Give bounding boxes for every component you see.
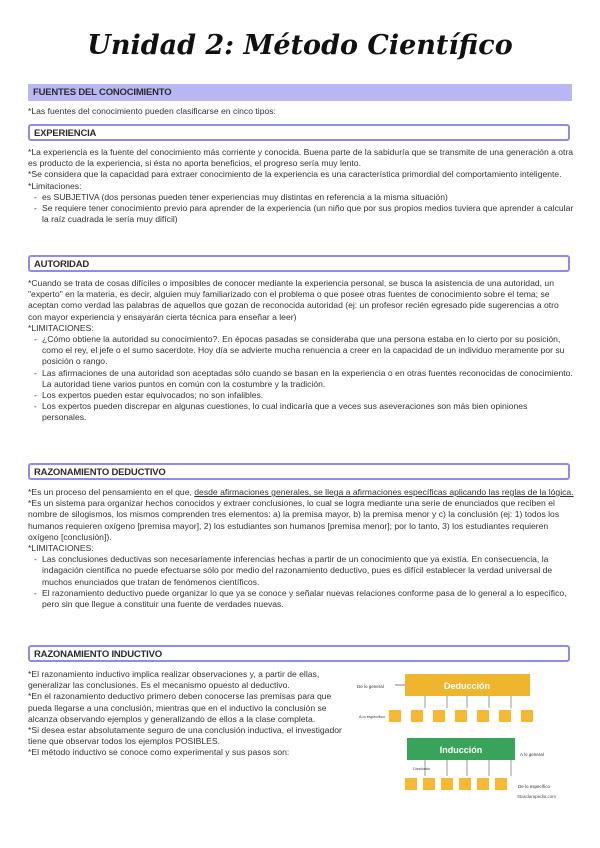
section-heading-autoridad: AUTORIDAD [28,255,570,272]
de-lo-especifico-label: De lo específico [518,784,551,789]
deductivo-p1-start: *Es un proceso del pensamiento en el que, [28,487,195,497]
experiencia-paragraph: *La experiencia es la fuente del conocimiento más corriente y conocida. Buena parte de la sabiduría que se transmite de una generación a otra es producto de la experiencia, si ésta no aporta beneficios, el progreso sería muy lento. [28,147,574,169]
deductivo-paragraph [28,487,574,498]
induccion-branches [425,760,511,776]
a-lo-especifico-label: A lo específico [359,714,385,719]
a-lo-general-label: A lo general [520,752,544,757]
induccion-label: Inducción [439,745,483,755]
deductivo-limitation-item: - El razonamiento deductivo puede organizar lo que ya se conoce y señalar nuevas relaciones conforme pasa de lo general a lo específico, pero sin que llegue a constituir una fuente de verdades nuevas. [28,588,574,610]
section-heading-inductivo: RAZONAMIENTO INDUCTIVO [28,645,570,662]
experiencia-limitation-item: - Se requiere tener conocimiento previo para aprender de la experiencia (un niño que por sus propios medios tuviera que aprender a calcular la raíz cuadrada le sería muy difícil) [28,203,574,225]
deductivo-limitations-label: *LIMITACIONES: [28,543,94,554]
deduction-induction-diagram [355,672,570,804]
experiencia-paragraph: *Se considera que la capacidad para extraer conocimiento de la experiencia es una característica primordial del comportamiento inteligente. [28,169,562,180]
diagram-source: Standarapedia.com [517,794,557,799]
autoridad-limitation-item: - Los expertos pueden estar equivocados; no son infalibles. [28,390,574,401]
inductivo-paragraph: *El razonamiento inductivo implica realizar observaciones y, a partir de ellas, generalizar las conclusiones. Es el mecanismo opuesto al deductivo. [28,669,320,691]
deductivo-limitation-item: - Las conclusiones deductivas son necesariamente inferencias hechas a partir de un conocimiento que ya existía. En consecuencia, la indagación científica no puede efectuarse sólo por medio del razonamiento deductivo, pues es difícil establecer la verdad universal de muchos enunciados que tratan de fenómenos científicos. [28,554,574,588]
experiencia-body [28,147,574,225]
autoridad-limitation-item: - Las afirmaciones de una autoridad son aceptadas sólo cuando se basan en la experiencia o en otras fuentes reconocidas de conocimiento. La autoridad tiene varios puntos en común con la costumbre y la tradición. [28,368,574,390]
inductivo-paragraph: *Si desea estar absolutamente seguro de una conclusión inductiva, el investigador tiene que observar todos los ejemplos POSIBLES. [28,725,342,747]
autoridad-limitations-label: *LIMITACIONES: [28,322,94,333]
deduccion-branches [425,696,511,708]
inductivo-body [28,669,346,759]
inductivo-paragraph: *En el razonamiento deductivo primero deben conocerse las premisas para que pueda llegarse a una conclusión, mientras que en el inductivo la conclusión se alcanza observando ejemplos y generalizando de ellos a la clase completa. [28,691,332,724]
inductivo-paragraph: *El método inductivo se conoce como experimental y sus pasos son: [28,747,290,758]
fuentes-intro-text: *Las fuentes del conocimiento pueden clasificarse en cinco tipos: [28,106,276,116]
deduccion-label: Deducción [443,681,491,691]
induccion-boxes [405,778,507,790]
experiencia-limitation-item: - es SUBJETIVA (dos personas pueden tener experiencias muy distintas en referencia a la misma situación) [28,192,574,203]
page-title: Unidad 2: Método Científico [87,30,513,61]
autoridad-limitation-item: - Los expertos pueden discrepar en algunas cuestiones, lo cual indicaría que a veces sus aseveraciones son más bien opiniones personales. [28,401,574,423]
experiencia-limitations-label: *Limitaciones: [28,180,82,191]
autoridad-limitation-item: - ¿Cómo obtiene la autoridad su conocimiento?. En épocas pasadas se consideraba que una persona estaba en lo cierto por su posición, como el rey, el jefe o el sumo sacerdote. Hoy día se advierte mucha renuencia a creer en la capacidad de un individuo meramente por su posición o rango. [28,334,574,368]
section-heading-fuentes: FUENTES DEL CONOCIMIENTO [28,84,572,101]
deductivo-p1-underlined: desde afirmaciones generales, se llega a afirmaciones específicas aplicando las reglas de la lógica. [194,487,574,497]
autoridad-body [28,278,574,424]
deduccion-boxes [389,710,533,722]
autoridad-paragraph: *Cuando se trata de cosas difíciles o imposibles de conocer mediante la experiencia personal, se busca la asistencia de una autoridad, un "experto" en la materia, es decir, alguien muy familiarizado con el problema o que posee otras fuentes de conocimiento sobre el tema; se aceptan como verdad las palabras de aquellos que gozan de reconocida autoridad (ej: un profesor recién egresado pide sugerencias a otro con mayor experiencia y ensayarán cierta técnica para enseñar a leer) [28,278,559,322]
section-heading-experiencia: EXPERIENCIA [28,124,570,141]
conclusion-small-label: Conclusión [413,767,431,771]
fuentes-intro [28,106,574,117]
deductivo-paragraph: *Es un sistema para organizar hechos conocidos y extraer conclusiones, lo cual se logra mediante una serie de enunciados que reciben el nombre de silogismos, los mismos comprenden tres elementos: a) la premisa mayor, b) la premisa menor y c) la conclusión (ej: 1) todos los humanos requieren oxígeno [premisa mayor], 2) los estudiantes son humanos [premisa menor]; por lo tanto, 3) los estudiantes requieren oxígeno [conclusión]). [28,498,560,542]
section-heading-deductivo: RAZONAMIENTO DEDUCTIVO [28,463,570,480]
deductivo-body [28,487,574,610]
de-lo-general-label: De lo general [357,684,384,689]
